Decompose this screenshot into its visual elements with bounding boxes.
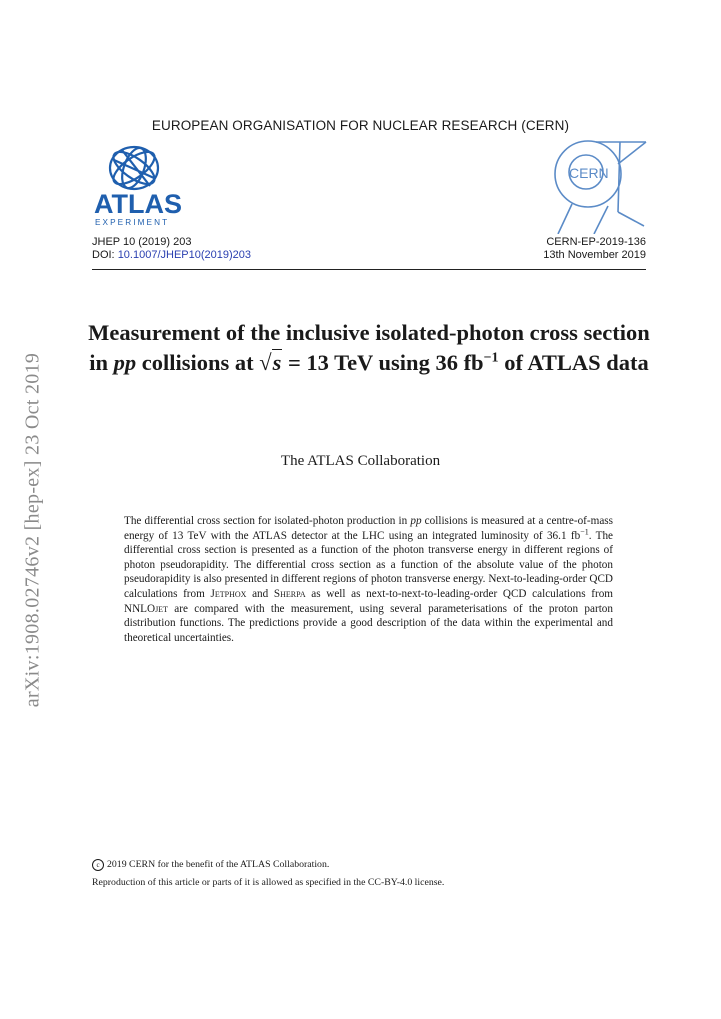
arxiv-stamp[interactable]: arXiv:1908.02746v2 [hep-ex] 23 Oct 2019 bbox=[21, 352, 44, 708]
sqrt-s: √s bbox=[259, 350, 282, 375]
license-line: Reproduction of this article or parts of it is allowed as specified in the CC-BY-4.0 license. bbox=[92, 877, 445, 888]
journal-ref: JHEP 10 (2019) 203 bbox=[92, 236, 192, 248]
atlas-logo-icon bbox=[92, 142, 182, 232]
atlas-logo-sub: EXPERIMENT bbox=[95, 218, 170, 227]
meta-left bbox=[92, 236, 251, 262]
report-number: CERN-EP-2019-136 bbox=[546, 236, 646, 248]
doi-line bbox=[92, 249, 251, 262]
organisation-heading: EUROPEAN ORGANISATION FOR NUCLEAR RESEARCH (CERN) bbox=[151, 118, 570, 133]
doi-link[interactable]: 10.1007/JHEP10(2019)203 bbox=[117, 249, 252, 261]
cern-logo-icon bbox=[548, 134, 648, 234]
doi-label: DOI: bbox=[92, 249, 115, 261]
collaboration-name: The ATLAS Collaboration bbox=[280, 453, 441, 469]
copyright-icon: c bbox=[92, 859, 104, 871]
report-date: 13th November 2019 bbox=[543, 249, 646, 261]
meta-right bbox=[543, 236, 646, 262]
copyright-line: c 2019 CERN for the benefit of the ATLAS Collaboration. bbox=[92, 856, 444, 874]
cern-logo-word: CERN bbox=[569, 165, 609, 181]
abstract: The differential cross section for isolated-photon production in pp collisions is measured at a centre-of-mass energy of 13 TeV with the ATLAS detector at the LHC using an integrated luminosity of 36.1 $fb^{-1}$. The differential cross section is presented as a function of the photon transverse energy in different regions of photon pseudorapidity. The differential cross section as a function of the absolute value of the photon pseudorapidity is also presented in different regions of photon transverse energy. Next-to-leading-order QCD calculations from Jetphox and Sherpa as well as next-to-next-to-leading-order QCD calculations from NNLOjet are compared with the measurement, using several parameterisations of the proton parton distribution functions. The predictions provide a good description of the data within the experimental and theoretical uncertainties. bbox=[124, 515, 613, 644]
header-rule bbox=[92, 269, 646, 270]
atlas-logo-word: ATLAS bbox=[94, 189, 182, 219]
copyright-notice bbox=[92, 856, 444, 892]
paper-title: Measurement of the inclusive isolated-photon cross section in pp collisions at √s = 13 TeV using 36 $fb^{-1}$ of ATLAS data bbox=[88, 320, 650, 375]
